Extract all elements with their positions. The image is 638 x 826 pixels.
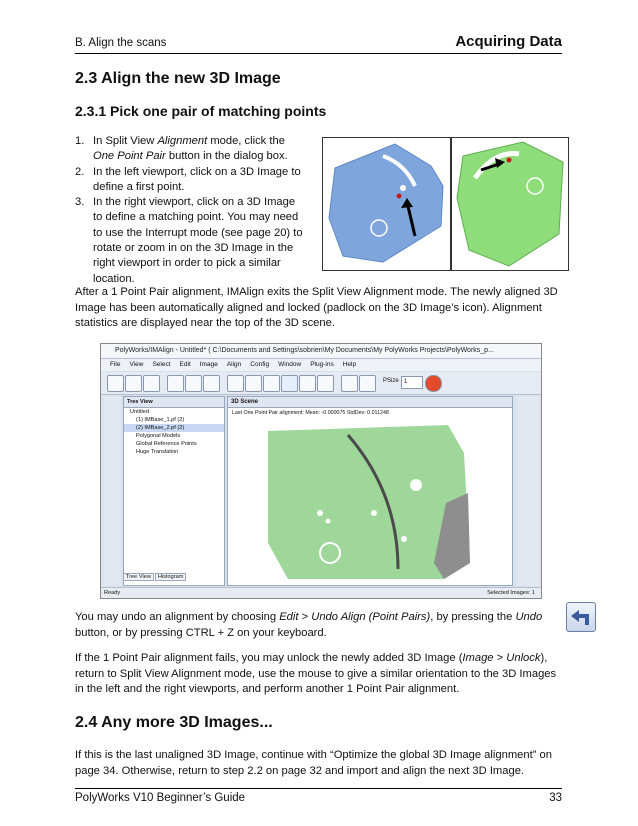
toolbar-button[interactable] — [299, 375, 316, 392]
menu-window[interactable]: Window — [278, 361, 302, 368]
undo-toolbar-button[interactable] — [281, 375, 298, 392]
text: ), return to Split View Alignment mode, use the mouse to give a similar orientation to the 3D Images in the left and the right viewports, and perform another 1 Point Pair alignment. — [75, 652, 557, 695]
alignment-statistics: Last One Point Pair alignment: Mean: -0.000075 StdDev: 0.011248 — [232, 410, 389, 416]
step-text: mode, click the — [207, 135, 285, 147]
status-bar — [101, 587, 541, 598]
tree-tabs — [123, 573, 187, 581]
scene-model — [228, 423, 512, 583]
hole-icon — [326, 519, 331, 524]
hole-icon — [401, 536, 407, 542]
paragraph-alignment-result: After a 1 Point Pair alignment, IMAlign exits the Split View Alignment mode. The newly aligned 3D Image has been automatically aligned and locked (padlock on the 3D Image’s icon). Alignment statistics are displayed near the top of the 3D scene. — [75, 286, 558, 329]
menu-ref: Edit — [279, 611, 299, 623]
tree-node[interactable]: (2) IMBase_2.pf (2) — [124, 424, 224, 432]
text: , by pressing the — [430, 611, 516, 623]
menu-view[interactable]: View — [129, 361, 144, 368]
tab-tree-view[interactable]: Tree View — [123, 573, 154, 581]
undo-button[interactable] — [566, 602, 596, 632]
toolbar-button[interactable] — [125, 375, 142, 392]
scene-caption: 3D Scene — [228, 397, 512, 408]
tree-node[interactable]: Untitled — [130, 409, 149, 415]
pick-point-marker — [507, 158, 512, 163]
text: > — [298, 611, 312, 623]
tree-view-caption: Tree View — [124, 397, 224, 408]
text: If the 1 Point Pair alignment fails, you may unlock the newly added 3D Image ( — [75, 652, 463, 664]
hole-icon — [400, 185, 406, 191]
tree-node[interactable]: (1) IMBase_1.pf (2) — [136, 417, 185, 423]
page-number: 33 — [549, 792, 562, 804]
footer-rule — [75, 788, 562, 789]
tree-node[interactable]: Polygonal Models — [136, 433, 181, 439]
paragraph-undo — [75, 610, 555, 641]
step-number: 1. — [75, 135, 85, 147]
step-number: 3. — [75, 196, 85, 209]
menu-ref: Image — [462, 652, 494, 664]
psize-label: PSize — [383, 378, 399, 384]
tool-icon[interactable] — [425, 375, 442, 392]
step-2 — [75, 165, 305, 196]
split-view-figure — [322, 137, 569, 271]
window-title: PolyWorks/IMAlign - Untitled* ( C:\Documents and Settings\sobrien\My Documents\My PolyWorks Projects\PolyWorks_p... — [101, 344, 541, 359]
toolbar-button[interactable] — [263, 375, 280, 392]
step-text: In Split View — [93, 135, 158, 147]
header-rule — [75, 53, 562, 54]
step-emphasis: One Point Pair — [93, 150, 166, 163]
toolbar-button[interactable] — [107, 375, 124, 392]
app-screenshot — [100, 343, 542, 599]
tab-histogram[interactable]: Histogram — [155, 573, 187, 581]
toolbar-button[interactable] — [167, 375, 184, 392]
tree-node[interactable]: Global Reference Points — [136, 441, 197, 447]
split-view-illustration — [323, 138, 568, 270]
menu-bar — [101, 359, 541, 371]
step-emphasis: Alignment — [157, 135, 208, 147]
pick-point-marker — [397, 194, 402, 199]
text: You may undo an alignment by choosing — [75, 611, 280, 623]
menu-config[interactable]: Config — [250, 361, 270, 368]
menu-ref: Undo — [515, 611, 543, 623]
steps-list — [75, 134, 305, 287]
hole-icon — [410, 479, 422, 491]
section-heading: 2.3 Align the new 3D Image — [75, 70, 281, 87]
step-text: In the left viewport, click on a 3D Image to define a first point. — [93, 165, 301, 193]
menu-plugins[interactable]: Plug-ins — [310, 361, 334, 368]
left-toolbox — [103, 396, 121, 586]
toolbar-button[interactable] — [227, 375, 244, 392]
header-chapter: Acquiring Data — [455, 33, 562, 50]
paragraph-unlock — [75, 651, 565, 698]
toolbar-button[interactable] — [203, 375, 220, 392]
undo-arrow-icon — [567, 603, 595, 631]
menu-ref: Unlock — [506, 652, 541, 664]
menu-image[interactable]: Image — [199, 361, 218, 368]
step-1 — [75, 134, 305, 165]
toolbar-button[interactable] — [317, 375, 334, 392]
right-toolbox — [517, 396, 539, 586]
text: > — [493, 652, 507, 664]
toolbar-button[interactable] — [143, 375, 160, 392]
section-heading-2-4: 2.4 Any more 3D Images... — [75, 714, 273, 731]
step-text: In the right viewport, click on a 3D Image to define a matching point. You may need to use the Interrupt mode (see page 20) to rotate or zoom in on the 3D Image in the right viewport in order to pick a similar location. — [93, 196, 303, 285]
menu-ref: Undo Align (Point Pairs) — [311, 611, 431, 623]
menu-align[interactable]: Align — [226, 361, 242, 368]
toolbar-button[interactable] — [185, 375, 202, 392]
hole-icon — [371, 510, 377, 516]
scene-panel — [227, 396, 513, 586]
text: button, or by pressing CTRL + Z on your keyboard. — [75, 626, 327, 639]
menu-file[interactable]: File — [110, 361, 121, 368]
menu-edit[interactable]: Edit — [179, 361, 191, 368]
menu-select[interactable]: Select — [152, 361, 171, 368]
menu-help[interactable]: Help — [342, 361, 357, 368]
toolbar-button[interactable] — [245, 375, 262, 392]
paragraph-next-steps: If this is the last unaligned 3D Image, continue with “Optimize the global 3D Image alignment” on page 34. Otherwise, return to step 2.2 on page 32 and import and align the next 3D Image. — [75, 749, 552, 777]
step-3 — [75, 195, 305, 287]
selected-images-count: Selected Images: 1 — [487, 590, 535, 596]
status-text: Ready — [104, 590, 121, 596]
viewport-divider — [450, 138, 452, 270]
footer-title: PolyWorks V10 Beginner’s Guide — [75, 792, 246, 804]
toolbar-button[interactable] — [359, 375, 376, 392]
step-number: 2. — [75, 165, 85, 178]
subsection-heading: 2.3.1 Pick one pair of matching points — [75, 103, 327, 119]
blue-scan-shape — [329, 144, 443, 262]
step-text: button in the dialog box. — [165, 150, 288, 163]
hole-icon — [317, 510, 323, 516]
tree-view-panel — [123, 396, 225, 586]
tree-node[interactable]: Huge Translation — [136, 449, 179, 455]
psize-select[interactable]: 1 — [401, 376, 423, 389]
toolbar-button[interactable] — [341, 375, 358, 392]
header-section: B. Align the scans — [75, 37, 167, 49]
toolbar — [101, 372, 541, 395]
